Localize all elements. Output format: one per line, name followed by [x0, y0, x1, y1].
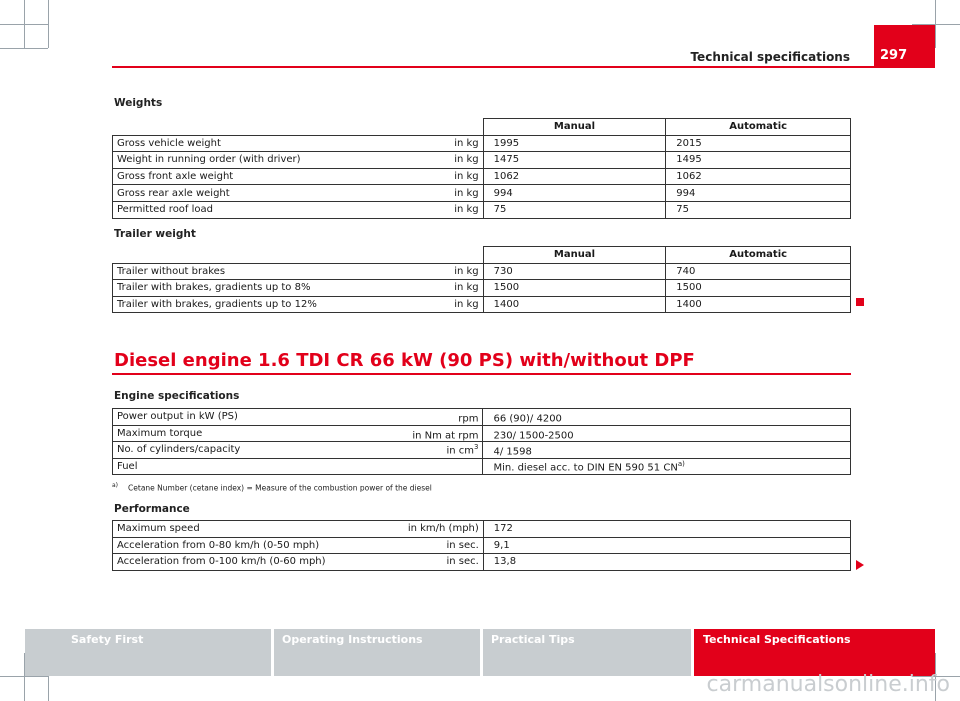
footer-tab-safety-first[interactable]: Safety First — [25, 629, 271, 676]
table-row: Gross front axle weight in kg 1062 1062 — [113, 168, 851, 185]
crop-mark — [0, 48, 48, 49]
trailer-table — [112, 246, 851, 313]
table-row: Maximum torque in Nm at rpm 230/ 1500-2500 — [113, 425, 851, 442]
table-row: Maximum speed in km/h (mph) 172 — [113, 521, 851, 538]
weights-table — [112, 118, 851, 219]
crop-mark — [0, 24, 48, 25]
performance-table — [112, 520, 851, 571]
column-header-automatic: Automatic — [666, 247, 851, 264]
watermark: carmanualsonline.info — [706, 672, 950, 697]
section-engine-title: Engine specifications — [114, 390, 240, 402]
engine-table — [112, 408, 851, 475]
table-row: Gross vehicle weight in kg 1995 2015 — [113, 135, 851, 152]
footnote-text: Cetane Number (cetane index) = Measure of the combustion power of the diesel — [128, 483, 432, 493]
table-row: Acceleration from 0-80 km/h (0-50 mph) in sec. 9,1 — [113, 537, 851, 554]
table-row: Trailer with brakes, gradients up to 12% in kg 1400 1400 — [113, 296, 851, 313]
engine-heading: Diesel engine 1.6 TDI CR 66 kW (90 PS) with/without DPF — [114, 350, 695, 371]
table-row: Power output in kW (PS) rpm 66 (90)/ 4200 — [113, 409, 851, 426]
table-row: Acceleration from 0-100 km/h (0-60 mph) in sec. 13,8 — [113, 554, 851, 571]
column-header-manual: Manual — [483, 247, 666, 264]
section-weights-title: Weights — [114, 97, 163, 109]
table-row: Trailer with brakes, gradients up to 8% in kg 1500 1500 — [113, 280, 851, 297]
section-performance-title: Performance — [114, 503, 190, 515]
crop-mark — [48, 0, 49, 48]
footnote-marker: a) — [112, 482, 119, 489]
footer-tab-operating-instructions[interactable]: Operating Instructions — [274, 629, 480, 676]
table-header-row — [113, 119, 851, 136]
table-row: Fuel Min. diesel acc. to DIN EN 590 51 CN$^{a)}$ — [113, 458, 851, 475]
footnote — [112, 482, 432, 493]
footnote-reference[interactable]: a) — [677, 459, 685, 468]
footer-tab-technical-specifications[interactable]: Technical Specifications — [694, 629, 935, 676]
table-row: Trailer without brakes in kg 730 740 — [113, 263, 851, 280]
crop-mark — [0, 676, 48, 677]
section-end-marker — [856, 298, 864, 306]
table-row: No. of cylinders/capacity in $cm^3$ 4/ 1598 — [113, 442, 851, 459]
table-row: Weight in running order (with driver) in kg 1475 1495 — [113, 152, 851, 169]
heading-rule — [112, 373, 851, 375]
table-row: Permitted roof load in kg 75 75 — [113, 201, 851, 218]
running-header-title: Technical specifications — [690, 50, 850, 64]
footer-tab-practical-tips[interactable]: Practical Tips — [483, 629, 691, 676]
header-rule — [112, 66, 935, 68]
table-row: Gross rear axle weight in kg 994 994 — [113, 185, 851, 202]
page-number: 297 — [874, 25, 935, 68]
column-header-automatic: Automatic — [666, 119, 851, 136]
section-trailer-title: Trailer weight — [114, 228, 196, 240]
column-header-manual: Manual — [483, 119, 666, 136]
continue-arrow-icon[interactable] — [856, 560, 864, 570]
table-header-row — [113, 247, 851, 264]
